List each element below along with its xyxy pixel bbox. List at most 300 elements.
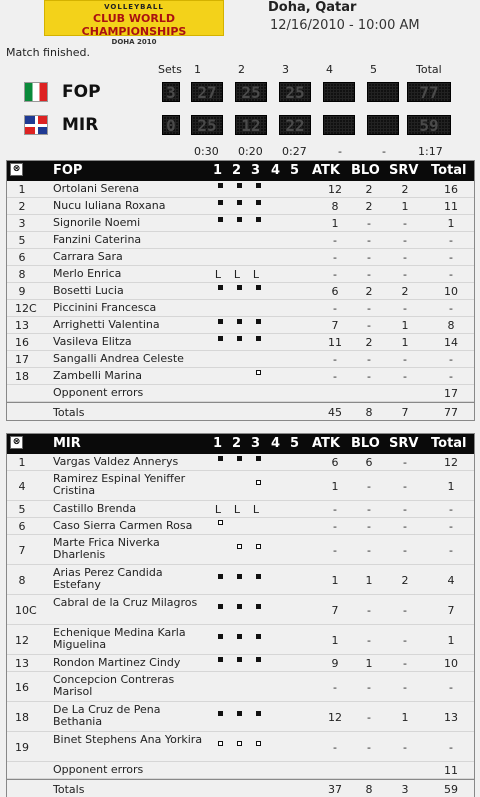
- header: [0, 0, 480, 44]
- scoreboard-header-sets: Sets: [158, 63, 182, 76]
- totals-row: [7, 779, 474, 797]
- column-header: BLO: [351, 163, 380, 178]
- player-row: [7, 595, 474, 625]
- player-name: Arrighetti Valentina: [53, 318, 160, 331]
- attack-points: 8: [331, 200, 339, 213]
- attack-points: -: [333, 544, 337, 557]
- substitute-square-icon: [256, 370, 261, 375]
- serve-points: 1: [401, 336, 409, 349]
- sets-won-display: [162, 82, 180, 102]
- starter-square-icon: [237, 657, 242, 662]
- player-row: [7, 198, 474, 215]
- block-points: -: [367, 268, 371, 281]
- attack-points: 6: [331, 285, 339, 298]
- expand-collapse-icon[interactable]: ⊗: [10, 436, 23, 449]
- totals-label: Totals: [53, 783, 85, 796]
- total-points: 11: [444, 764, 458, 777]
- logo-line-2: CLUB WORLD CHAMPIONSHIPS: [81, 12, 187, 38]
- player-name: Piccinini Francesca: [53, 301, 157, 314]
- column-header: 4: [271, 163, 281, 178]
- player-number: 6: [18, 520, 26, 533]
- set-score-display: [323, 115, 355, 135]
- substitute-square-icon: [237, 741, 242, 746]
- player-number: 3: [18, 217, 26, 230]
- score-digits: 0: [166, 116, 176, 135]
- starter-square-icon: [218, 319, 223, 324]
- column-header: Total: [431, 436, 467, 451]
- starter-square-icon: [256, 319, 261, 324]
- starter-square-icon: [237, 456, 242, 461]
- player-number: 10: [15, 604, 29, 617]
- substitute-square-icon: [218, 520, 223, 525]
- scoreboard-header-5: 5: [370, 63, 377, 76]
- serve-points: -: [403, 480, 407, 493]
- player-row: [7, 300, 474, 317]
- set-score-display: [191, 82, 223, 102]
- starter-square-icon: [218, 217, 223, 222]
- block-points: 1: [365, 574, 373, 587]
- player-row: [7, 283, 474, 300]
- starter-square-icon: [256, 711, 261, 716]
- column-header: SRV: [389, 163, 419, 178]
- total-points: 1: [447, 480, 455, 493]
- set-score-display: [279, 82, 311, 102]
- serve-points: -: [403, 657, 407, 670]
- serve-points: -: [403, 741, 407, 754]
- player-name: Concepcion Contreras Marisol: [53, 673, 175, 698]
- table-team-name: MIR: [53, 436, 81, 451]
- total-points: -: [449, 302, 453, 315]
- total-points: -: [449, 681, 453, 694]
- totals-row: [7, 402, 474, 420]
- total-points: 10: [444, 657, 458, 670]
- player-number: 2: [18, 200, 26, 213]
- player-row: [7, 565, 474, 595]
- set-duration: -: [382, 145, 386, 158]
- player-row: [7, 454, 474, 471]
- attack-points: -: [333, 503, 337, 516]
- player-name: Merlo Enrica: [53, 267, 122, 280]
- starter-square-icon: [237, 634, 242, 639]
- serve-points: -: [403, 370, 407, 383]
- block-points: -: [367, 217, 371, 230]
- column-header: ATK: [312, 436, 340, 451]
- block-points: -: [367, 741, 371, 754]
- column-header: 1: [213, 436, 223, 451]
- serve-points: 1: [401, 711, 409, 724]
- total-points: -: [449, 370, 453, 383]
- player-row: [7, 232, 474, 249]
- player-name: Opponent errors: [53, 763, 144, 776]
- serve-points: -: [403, 634, 407, 647]
- player-number: 13: [15, 657, 29, 670]
- player-name: Ramirez Espinal Yeniffer Cristina: [53, 472, 186, 497]
- total-points: 13: [444, 711, 458, 724]
- set-participation: L: [233, 268, 241, 281]
- flag-quarter: [38, 116, 48, 124]
- set-score-display: [235, 82, 267, 102]
- serve-points: -: [403, 604, 407, 617]
- block-points: 2: [365, 183, 373, 196]
- starter-square-icon: [237, 285, 242, 290]
- serve-points: -: [403, 268, 407, 281]
- serve-points: -: [403, 234, 407, 247]
- player-row: [7, 535, 474, 565]
- starter-square-icon: [218, 183, 223, 188]
- captain-marker: C: [29, 302, 37, 315]
- attack-points: 7: [331, 604, 339, 617]
- player-number: 5: [18, 234, 26, 247]
- starter-square-icon: [256, 200, 261, 205]
- block-points: 6: [365, 456, 373, 469]
- attack-points: 1: [331, 217, 339, 230]
- player-row: [7, 317, 474, 334]
- table-team-name: FOP: [53, 163, 83, 178]
- set-duration: 0:27: [282, 145, 307, 158]
- serve-points: 2: [401, 183, 409, 196]
- attack-points: 1: [331, 634, 339, 647]
- player-row: [7, 266, 474, 283]
- block-points: -: [367, 503, 371, 516]
- substitute-square-icon: [256, 480, 261, 485]
- player-row: [7, 368, 474, 385]
- starter-square-icon: [218, 456, 223, 461]
- attack-points: 6: [331, 456, 339, 469]
- block-points: -: [367, 634, 371, 647]
- starter-square-icon: [218, 574, 223, 579]
- score-digits: 27: [197, 83, 217, 102]
- player-number: 18: [15, 711, 29, 724]
- starter-square-icon: [256, 657, 261, 662]
- total-points: -: [449, 251, 453, 264]
- player-name: Sangalli Andrea Celeste: [53, 352, 184, 365]
- player-number: 9: [18, 285, 26, 298]
- scoreboard-header-1: 1: [194, 63, 201, 76]
- total-points: 7: [447, 604, 455, 617]
- serve-points: 1: [401, 200, 409, 213]
- starter-square-icon: [218, 200, 223, 205]
- block-points: 2: [365, 200, 373, 213]
- player-name: Arias Perez Candida Estefany: [53, 566, 163, 591]
- column-header: 4: [271, 436, 281, 451]
- totals-attack: 37: [328, 783, 342, 796]
- player-number: 19: [15, 741, 29, 754]
- total-points: 1: [447, 634, 455, 647]
- player-number: 16: [15, 336, 29, 349]
- scoreboard-header-2: 2: [238, 63, 245, 76]
- player-number: 4: [18, 480, 26, 493]
- set-score-display: [367, 82, 399, 102]
- player-name: Marte Frica Niverka Dharlenis: [53, 536, 160, 561]
- player-name: De La Cruz de Pena Bethania: [53, 703, 161, 728]
- player-number: 17: [15, 353, 29, 366]
- starter-square-icon: [256, 574, 261, 579]
- totals-total: 59: [444, 783, 458, 796]
- logo-line-1: VOLLEYBALL: [104, 3, 164, 11]
- column-header: BLO: [351, 436, 380, 451]
- block-points: -: [367, 711, 371, 724]
- total-points: 14: [444, 336, 458, 349]
- set-duration: 0:30: [194, 145, 219, 158]
- starter-square-icon: [218, 657, 223, 662]
- starter-square-icon: [237, 336, 242, 341]
- column-header: Total: [431, 163, 467, 178]
- match-datetime: 12/16/2010 - 10:00 AM: [270, 18, 420, 33]
- starter-square-icon: [256, 604, 261, 609]
- totals-serve: 3: [401, 783, 409, 796]
- total-points: -: [449, 503, 453, 516]
- player-row: [7, 501, 474, 518]
- column-header: 5: [290, 163, 300, 178]
- scoreboard-header: [0, 63, 480, 77]
- starter-square-icon: [256, 336, 261, 341]
- column-header: SRV: [389, 436, 419, 451]
- starter-square-icon: [237, 217, 242, 222]
- total-points: -: [449, 520, 453, 533]
- table-header: [7, 434, 474, 454]
- total-points: 16: [444, 183, 458, 196]
- table-header: [7, 161, 474, 181]
- starter-square-icon: [256, 183, 261, 188]
- total-points-display: [407, 115, 451, 135]
- column-header: ATK: [312, 163, 340, 178]
- score-digits: 25: [285, 83, 305, 102]
- starter-square-icon: [256, 456, 261, 461]
- block-points: -: [367, 604, 371, 617]
- set-score-display: [235, 115, 267, 135]
- attack-points: 12: [328, 711, 342, 724]
- serve-points: -: [403, 544, 407, 557]
- player-number: 1: [18, 456, 26, 469]
- player-name: Signorile Noemi: [53, 216, 141, 229]
- totals-serve: 7: [401, 406, 409, 419]
- column-header: 5: [290, 436, 300, 451]
- score-digits: 77: [419, 83, 439, 102]
- player-number: 12: [15, 302, 29, 315]
- team-score-row-mir: [0, 113, 480, 139]
- block-points: -: [367, 370, 371, 383]
- serve-points: -: [403, 217, 407, 230]
- team-name: MIR: [62, 115, 99, 135]
- serve-points: -: [403, 520, 407, 533]
- block-points: -: [367, 480, 371, 493]
- serve-points: -: [403, 251, 407, 264]
- set-duration: -: [338, 145, 342, 158]
- team-name: FOP: [62, 82, 101, 102]
- opponent-errors-row: [7, 385, 474, 402]
- starter-square-icon: [218, 336, 223, 341]
- attack-points: -: [333, 234, 337, 247]
- player-name: Opponent errors: [53, 386, 144, 399]
- serve-points: 1: [401, 319, 409, 332]
- score-digits: 22: [285, 116, 305, 135]
- attack-points: 1: [331, 574, 339, 587]
- set-participation: L: [252, 503, 260, 516]
- block-points: -: [367, 353, 371, 366]
- set-duration: 0:20: [238, 145, 263, 158]
- block-points: -: [367, 319, 371, 332]
- column-header: 2: [232, 163, 242, 178]
- serve-points: -: [403, 353, 407, 366]
- player-number: 16: [15, 681, 29, 694]
- sets-won-display: [162, 115, 180, 135]
- score-digits: 3: [166, 83, 176, 102]
- player-row: [7, 518, 474, 535]
- scoreboard-header-3: 3: [282, 63, 289, 76]
- score-digits: 25: [241, 83, 261, 102]
- player-row: [7, 625, 474, 655]
- totals-label: Totals: [53, 406, 85, 419]
- logo-line-3: DOHA 2010: [111, 38, 157, 46]
- set-score-display: [323, 82, 355, 102]
- score-digits: 59: [419, 116, 439, 135]
- venue: Doha, Qatar: [268, 0, 357, 15]
- block-points: -: [367, 251, 371, 264]
- total-points-display: [407, 82, 451, 102]
- attack-points: 1: [331, 480, 339, 493]
- block-points: -: [367, 544, 371, 557]
- player-row: [7, 732, 474, 762]
- flag-quarter: [38, 127, 48, 135]
- starter-square-icon: [237, 183, 242, 188]
- serve-points: -: [403, 302, 407, 315]
- player-name: Rondon Martinez Cindy: [53, 656, 181, 669]
- player-number: 13: [15, 319, 29, 332]
- player-number: 1: [18, 183, 26, 196]
- attack-points: -: [333, 302, 337, 315]
- total-points: 17: [444, 387, 458, 400]
- scoreboard-header-4: 4: [326, 63, 333, 76]
- player-name: Fanzini Caterina: [53, 233, 142, 246]
- player-name: Castillo Brenda: [53, 502, 137, 515]
- italy-flag-icon: [24, 82, 48, 102]
- player-row: [7, 334, 474, 351]
- attack-points: -: [333, 353, 337, 366]
- player-number: 7: [18, 544, 26, 557]
- substitute-square-icon: [237, 544, 242, 549]
- set-participation: L: [252, 268, 260, 281]
- starter-square-icon: [237, 319, 242, 324]
- serve-points: -: [403, 681, 407, 694]
- player-name: Zambelli Marina: [53, 369, 142, 382]
- starter-square-icon: [218, 711, 223, 716]
- set-score-display: [279, 115, 311, 135]
- player-row: [7, 702, 474, 732]
- player-row: [7, 215, 474, 232]
- player-name: Carrara Sara: [53, 250, 123, 263]
- starter-square-icon: [218, 285, 223, 290]
- player-name: Echenique Medina Karla Miguelina: [53, 626, 186, 651]
- player-name: Nucu Iuliana Roxana: [53, 199, 166, 212]
- flag-quarter: [25, 116, 35, 124]
- player-row: [7, 471, 474, 501]
- player-number: 8: [18, 574, 26, 587]
- attack-points: -: [333, 741, 337, 754]
- starter-square-icon: [237, 711, 242, 716]
- substitute-square-icon: [256, 544, 261, 549]
- starter-square-icon: [237, 604, 242, 609]
- total-points: -: [449, 268, 453, 281]
- player-name: Vasileva Elitza: [53, 335, 132, 348]
- set-score-display: [191, 115, 223, 135]
- starter-square-icon: [218, 604, 223, 609]
- opponent-errors-row: [7, 762, 474, 779]
- starter-square-icon: [256, 634, 261, 639]
- dominican-flag-icon: [24, 115, 48, 135]
- player-row: [7, 181, 474, 198]
- block-points: 2: [365, 336, 373, 349]
- attack-points: 9: [331, 657, 339, 670]
- team-stats-table-fop: [6, 160, 475, 421]
- player-number: 8: [18, 268, 26, 281]
- totals-block: 8: [365, 406, 373, 419]
- total-points: -: [449, 741, 453, 754]
- set-participation: L: [214, 268, 222, 281]
- column-header: 3: [251, 436, 261, 451]
- set-score-display: [367, 115, 399, 135]
- total-points: 4: [447, 574, 455, 587]
- block-points: 2: [365, 285, 373, 298]
- player-number: 5: [18, 503, 26, 516]
- expand-collapse-icon[interactable]: ⊗: [10, 163, 23, 176]
- player-number: 12: [15, 634, 29, 647]
- player-row: [7, 672, 474, 702]
- total-points: 12: [444, 456, 458, 469]
- team-score-row-fop: [0, 80, 480, 106]
- block-points: -: [367, 681, 371, 694]
- score-digits: 25: [197, 116, 217, 135]
- block-points: -: [367, 302, 371, 315]
- serve-points: 2: [401, 285, 409, 298]
- starter-square-icon: [256, 217, 261, 222]
- serve-points: -: [403, 503, 407, 516]
- starter-square-icon: [237, 574, 242, 579]
- total-points: -: [449, 544, 453, 557]
- totals-block: 8: [365, 783, 373, 796]
- total-points: -: [449, 234, 453, 247]
- player-row: [7, 655, 474, 672]
- attack-points: -: [333, 681, 337, 694]
- serve-points: 2: [401, 574, 409, 587]
- substitute-square-icon: [218, 741, 223, 746]
- player-name: Vargas Valdez Annerys: [53, 455, 179, 468]
- column-header: 1: [213, 163, 223, 178]
- attack-points: -: [333, 268, 337, 281]
- player-row: [7, 249, 474, 266]
- total-points: 10: [444, 285, 458, 298]
- block-points: -: [367, 520, 371, 533]
- total-points: 1: [447, 217, 455, 230]
- attack-points: 7: [331, 319, 339, 332]
- score-digits: 12: [241, 116, 261, 135]
- player-row: [7, 351, 474, 368]
- captain-marker: C: [29, 604, 37, 617]
- total-points: 8: [447, 319, 455, 332]
- player-number: 18: [15, 370, 29, 383]
- starter-square-icon: [218, 634, 223, 639]
- attack-points: 12: [328, 183, 342, 196]
- player-name: Binet Stephens Ana Yorkira: [53, 733, 203, 746]
- attack-points: 11: [328, 336, 342, 349]
- total-points: 11: [444, 200, 458, 213]
- match-status: Match finished.: [6, 46, 90, 59]
- block-points: 1: [365, 657, 373, 670]
- starter-square-icon: [256, 285, 261, 290]
- set-duration: 1:17: [418, 145, 443, 158]
- player-name: Caso Sierra Carmen Rosa: [53, 519, 193, 532]
- set-participation: L: [233, 503, 241, 516]
- championship-logo: [44, 0, 224, 46]
